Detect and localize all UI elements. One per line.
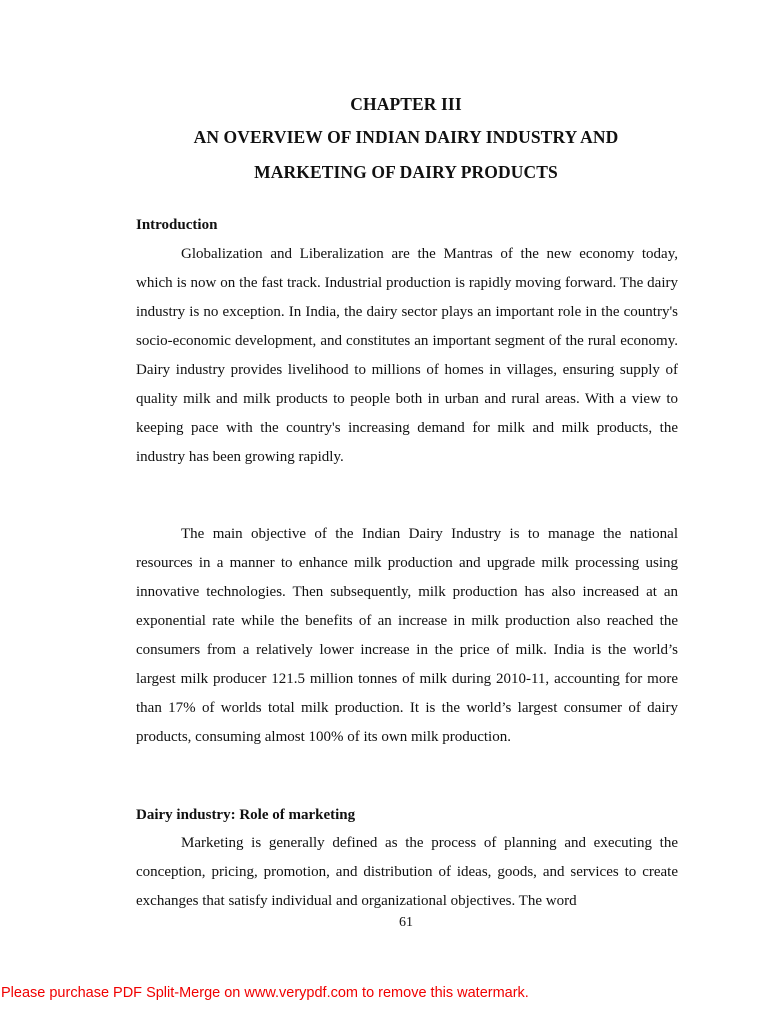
marketing-paragraph-1: Marketing is generally defined as the process of planning and executing the conception, pricing, promotion, and distribution of ideas, goods, and services to create exchanges that satisfy individual and organizational objectives. The word xyxy=(136,835,678,909)
chapter-title-line-1: AN OVERVIEW OF INDIAN DAIRY INDUSTRY AND xyxy=(193,127,619,147)
watermark-text: Please purchase PDF Split-Merge on www.verypdf.com to remove this watermark. xyxy=(1,985,529,1001)
chapter-number: CHAPTER III xyxy=(350,94,462,114)
marketing-heading: Dairy industry: Role of marketing xyxy=(136,807,356,823)
introduction-paragraph-2: The main objective of the Indian Dairy Industry is to manage the national resources in a manner to enhance milk production and upgrade milk processing using innovative technologies. Then subsequently, milk production has also increased at an exponential rate while the benefits of an increase in milk production also reached the consumers from a relatively lower increase in the price of milk. India is the world’s largest milk producer 121.5 million tonnes of milk during 2010-11, accounting for more than 17% of worlds total milk production. It is the world’s largest consumer of dairy products, consuming almost 100% of its own milk production. xyxy=(136,526,678,745)
introduction-paragraph-1: Globalization and Liberalization are the Mantras of the new economy today, which is now on the fast track. Industrial production is rapidly moving forward. The dairy industry is no exception. In India, the dairy sector plays an important role in the country's socio-economic development, and constitutes an important segment of the rural economy. Dairy industry provides livelihood to millions of homes in villages, ensuring supply of quality milk and milk products to people both in urban and rural areas. With a view to keeping pace with the country's increasing demand for milk and milk products, the industry has been growing rapidly. xyxy=(136,246,678,465)
chapter-title-line-2: MARKETING OF DAIRY PRODUCTS xyxy=(254,162,558,182)
page-number: 61 xyxy=(399,915,413,930)
introduction-heading: Introduction xyxy=(136,217,218,233)
